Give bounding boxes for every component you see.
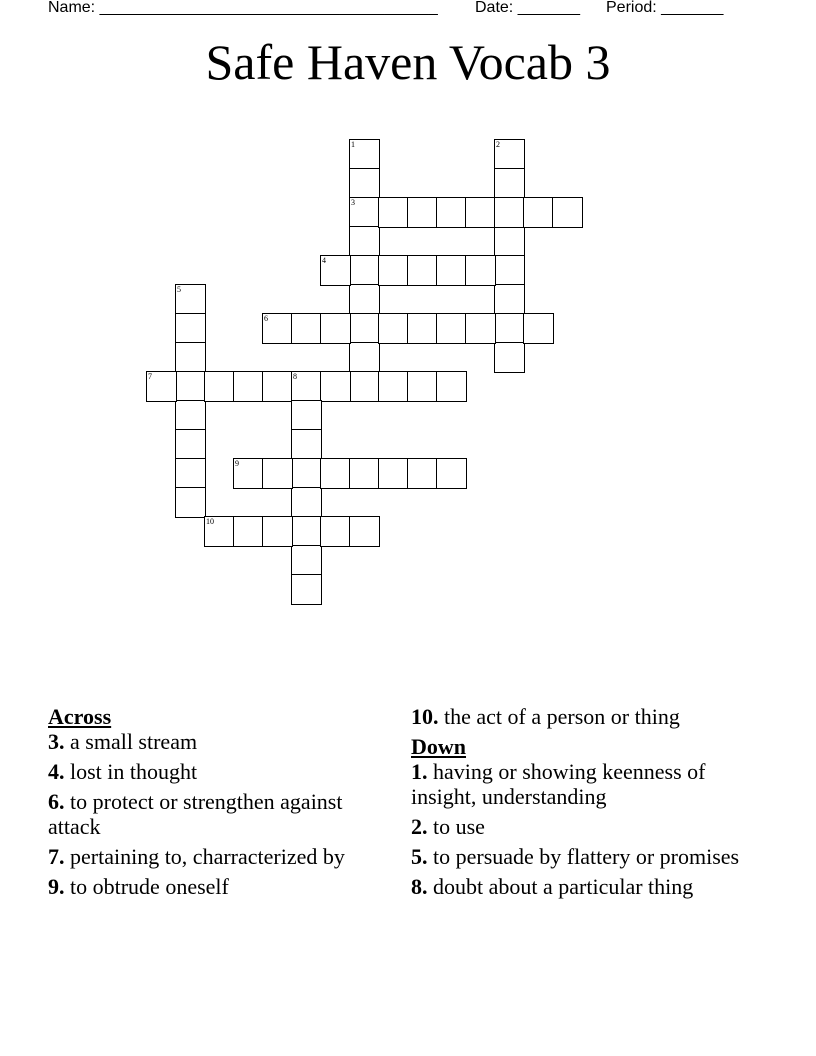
grid-cell[interactable]	[320, 516, 351, 547]
grid-cell[interactable]	[262, 458, 293, 489]
grid-cell[interactable]	[349, 284, 380, 315]
grid-cell[interactable]	[320, 313, 351, 344]
grid-cell[interactable]	[262, 371, 293, 402]
clue-across-4: 4. lost in thought	[48, 759, 198, 784]
grid-cell[interactable]	[465, 313, 496, 344]
grid-cell[interactable]	[523, 313, 554, 344]
grid-cell[interactable]	[349, 255, 380, 286]
grid-cell[interactable]	[494, 255, 525, 286]
grid-cell[interactable]	[494, 226, 525, 257]
grid-cell[interactable]	[436, 313, 467, 344]
grid-cell[interactable]	[494, 197, 525, 228]
clue-number: 8	[293, 372, 297, 381]
grid-cell[interactable]	[262, 313, 293, 344]
grid-cell[interactable]	[349, 516, 380, 547]
clue-down-5: 5. to persuade by flattery or promises	[411, 844, 740, 869]
grid-cell[interactable]	[349, 458, 380, 489]
grid-cell[interactable]	[175, 342, 206, 373]
grid-cell[interactable]	[349, 313, 380, 344]
name-field[interactable]: Name: ______________________________________	[48, 0, 438, 16]
grid-cell[interactable]	[291, 545, 322, 576]
grid-cell[interactable]	[494, 342, 525, 373]
grid-cell[interactable]	[175, 458, 206, 489]
grid-cell[interactable]	[349, 168, 380, 199]
clue-number: 6	[264, 314, 268, 323]
clue-down-8: 8. doubt about a particular thing	[411, 874, 694, 899]
grid-cell[interactable]	[175, 371, 206, 402]
across-heading: Across	[48, 704, 112, 729]
grid-cell[interactable]	[349, 139, 380, 170]
grid-cell[interactable]	[204, 516, 235, 547]
grid-cell[interactable]	[407, 255, 438, 286]
clue-across-3: 3. a small stream	[48, 729, 198, 754]
grid-cell[interactable]	[407, 371, 438, 402]
grid-cell[interactable]	[291, 487, 322, 518]
clue-across-9: 9. to obtrude oneself	[48, 874, 229, 899]
grid-cell[interactable]	[378, 371, 409, 402]
clue-across-7: 7. pertaining to, charracterized by	[48, 844, 345, 869]
grid-cell[interactable]	[407, 197, 438, 228]
grid-cell[interactable]	[175, 313, 206, 344]
grid-cell[interactable]	[320, 371, 351, 402]
grid-cell[interactable]	[494, 313, 525, 344]
grid-cell[interactable]	[349, 342, 380, 373]
grid-cell[interactable]	[465, 255, 496, 286]
grid-cell[interactable]	[320, 255, 351, 286]
clue-number: 7	[148, 372, 152, 381]
date-field[interactable]: Date: _______	[475, 0, 580, 16]
grid-cell[interactable]	[233, 371, 264, 402]
clue-number: 10	[206, 517, 214, 526]
clue-number: 4	[322, 256, 326, 265]
grid-cell[interactable]	[175, 429, 206, 460]
grid-cell[interactable]	[494, 284, 525, 315]
grid-cell[interactable]	[146, 371, 177, 402]
clue-number: 2	[496, 140, 500, 149]
grid-cell[interactable]	[349, 226, 380, 257]
clue-down-1: 1. having or showing keenness of insight, understanding	[411, 759, 706, 809]
page-title: Safe Haven Vocab 3	[205, 34, 611, 90]
grid-cell[interactable]	[204, 371, 235, 402]
grid-cell[interactable]	[291, 313, 322, 344]
grid-cell[interactable]	[465, 197, 496, 228]
grid-cell[interactable]	[494, 168, 525, 199]
grid-cell[interactable]	[291, 371, 322, 402]
grid-cell[interactable]	[175, 487, 206, 518]
clue-number: 9	[235, 459, 239, 468]
grid-cell[interactable]	[175, 400, 206, 431]
grid-cell[interactable]	[291, 516, 322, 547]
grid-cell[interactable]	[378, 255, 409, 286]
grid-cell[interactable]	[233, 458, 264, 489]
grid-cell[interactable]	[436, 197, 467, 228]
grid-cell[interactable]	[378, 313, 409, 344]
grid-cell[interactable]	[320, 458, 351, 489]
grid-cell[interactable]	[291, 458, 322, 489]
grid-cell[interactable]	[378, 197, 409, 228]
clue-number: 3	[351, 198, 355, 207]
period-field[interactable]: Period: _______	[606, 0, 724, 16]
grid-cell[interactable]	[349, 197, 380, 228]
grid-cell[interactable]	[436, 458, 467, 489]
grid-cell[interactable]	[552, 197, 583, 228]
grid-cell[interactable]	[349, 371, 380, 402]
grid-cell[interactable]	[436, 371, 467, 402]
grid-cell[interactable]	[291, 429, 322, 460]
across-clues	[48, 704, 378, 904]
grid-cell[interactable]	[262, 516, 293, 547]
down-clues	[411, 704, 751, 904]
clue-across-6: 6. to protect or strengthen against attack	[48, 789, 343, 839]
grid-cell[interactable]	[233, 516, 264, 547]
grid-cell[interactable]	[291, 400, 322, 431]
grid-cell[interactable]	[436, 255, 467, 286]
grid-cell[interactable]	[523, 197, 554, 228]
grid-cell[interactable]	[378, 458, 409, 489]
grid-cell[interactable]	[291, 574, 322, 605]
grid-cell[interactable]	[175, 284, 206, 315]
clue-across-10: 10. the act of a person or thing	[411, 704, 680, 729]
clue-number: 5	[177, 285, 181, 294]
down-heading: Down	[411, 734, 467, 759]
grid-cell[interactable]	[494, 139, 525, 170]
grid-cell[interactable]	[407, 458, 438, 489]
grid-cell[interactable]	[407, 313, 438, 344]
clue-number: 1	[351, 140, 355, 149]
clue-down-2: 2. to use	[411, 814, 485, 839]
